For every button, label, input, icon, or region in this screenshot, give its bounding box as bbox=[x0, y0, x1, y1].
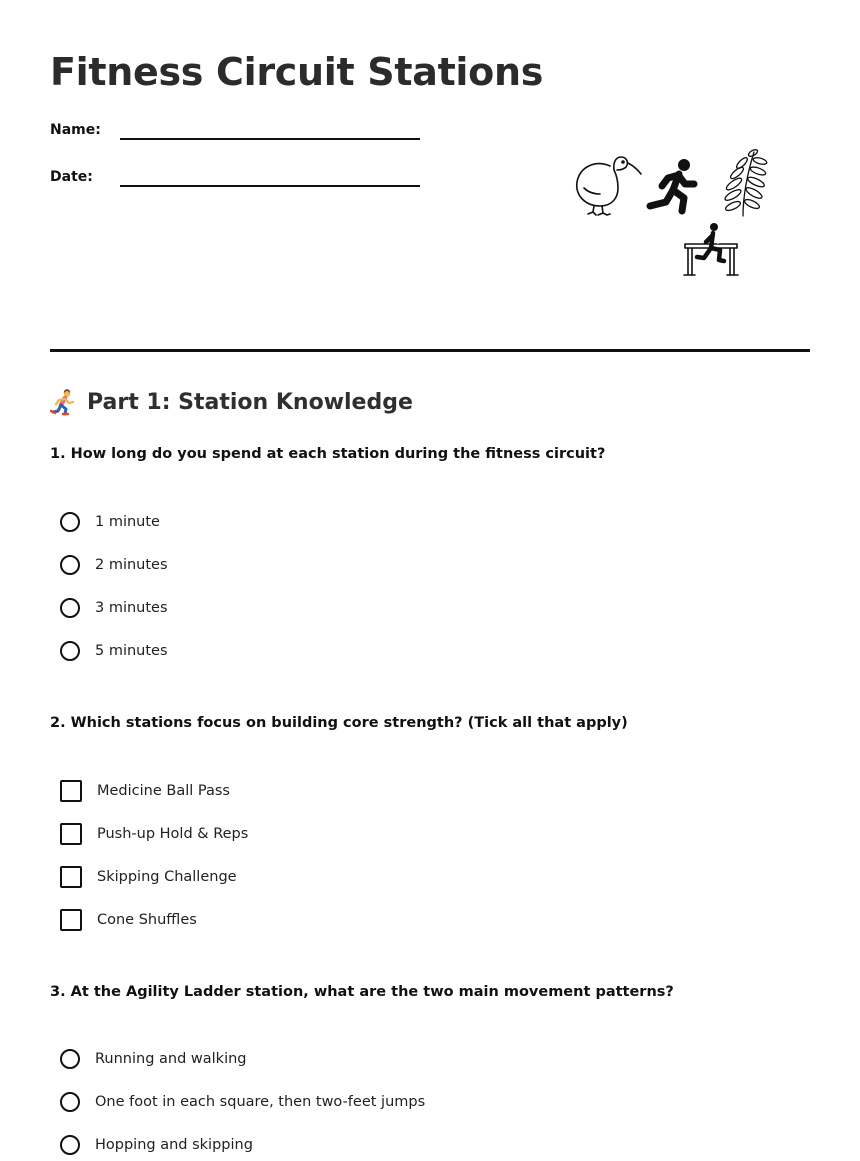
option-label: One foot in each square, then two-feet jumps bbox=[95, 1094, 426, 1110]
running-person-icon bbox=[50, 388, 78, 416]
radio-button[interactable] bbox=[60, 1092, 80, 1112]
q1-option-4[interactable] bbox=[60, 638, 168, 664]
option-label: Skipping Challenge bbox=[97, 869, 237, 885]
checkbox[interactable] bbox=[60, 780, 82, 802]
radio-button[interactable] bbox=[60, 512, 80, 532]
question-3: 3. At the Agility Ladder station, what are the two main movement patterns? bbox=[50, 984, 674, 1000]
date-input-line[interactable] bbox=[120, 185, 420, 187]
q3-option-3[interactable] bbox=[60, 1132, 253, 1158]
q2-option-1[interactable] bbox=[60, 778, 230, 804]
fern-leaf-icon bbox=[716, 148, 772, 218]
q2-option-4[interactable] bbox=[60, 907, 197, 933]
date-field-row bbox=[50, 165, 430, 191]
q3-option-1[interactable] bbox=[60, 1046, 247, 1072]
radio-button[interactable] bbox=[60, 641, 80, 661]
name-field-row bbox=[50, 118, 430, 144]
option-label: Running and walking bbox=[95, 1051, 247, 1067]
option-label: Push-up Hold & Reps bbox=[97, 826, 249, 842]
option-label: Cone Shuffles bbox=[97, 912, 197, 928]
radio-button[interactable] bbox=[60, 1049, 80, 1069]
question-2: 2. Which stations focus on building core strength? (Tick all that apply) bbox=[50, 715, 628, 731]
option-label: Medicine Ball Pass bbox=[97, 783, 230, 799]
q1-option-1[interactable] bbox=[60, 509, 160, 535]
checkbox[interactable] bbox=[60, 823, 82, 845]
q2-option-2[interactable] bbox=[60, 821, 248, 847]
q1-option-3[interactable] bbox=[60, 595, 168, 621]
runner-icon bbox=[644, 158, 702, 216]
checkbox[interactable] bbox=[60, 909, 82, 931]
header-divider bbox=[50, 349, 810, 352]
section-heading-part-1 bbox=[50, 388, 413, 416]
radio-button[interactable] bbox=[60, 1135, 80, 1155]
page-title: Fitness Circuit Stations bbox=[50, 50, 544, 94]
option-label: Hopping and skipping bbox=[95, 1137, 253, 1153]
hurdler-icon bbox=[682, 222, 740, 280]
kiwi-bird-icon bbox=[574, 152, 644, 218]
name-input-line[interactable] bbox=[120, 138, 420, 140]
q2-option-3[interactable] bbox=[60, 864, 237, 890]
question-1: 1. How long do you spend at each station during the fitness circuit? bbox=[50, 446, 606, 462]
checkbox[interactable] bbox=[60, 866, 82, 888]
option-label: 3 minutes bbox=[95, 600, 168, 616]
option-label: 1 minute bbox=[95, 514, 160, 530]
radio-button[interactable] bbox=[60, 555, 80, 575]
q1-option-2[interactable] bbox=[60, 552, 168, 578]
name-label: Name: bbox=[50, 122, 101, 138]
radio-button[interactable] bbox=[60, 598, 80, 618]
option-label: 5 minutes bbox=[95, 643, 168, 659]
option-label: 2 minutes bbox=[95, 557, 168, 573]
date-label: Date: bbox=[50, 169, 93, 185]
decorative-icons bbox=[570, 148, 780, 288]
section-heading-text: Part 1: Station Knowledge bbox=[87, 389, 413, 415]
q3-option-2[interactable] bbox=[60, 1089, 425, 1115]
